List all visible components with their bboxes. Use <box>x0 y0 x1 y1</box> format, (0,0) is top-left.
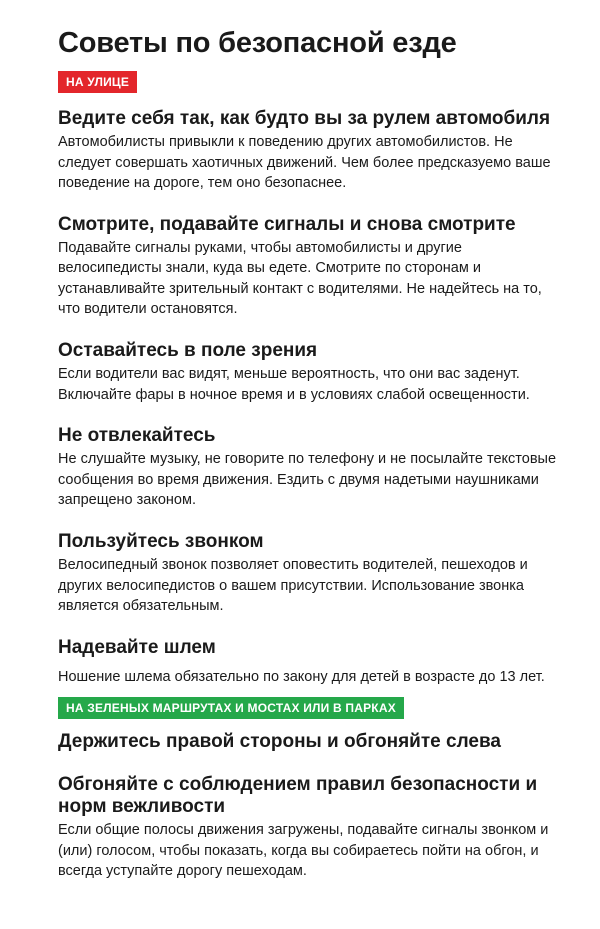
section-green-routes <box>58 697 560 881</box>
page-title: Советы по безопасной езде <box>58 27 457 59</box>
tip-drive-like-car <box>58 108 560 194</box>
tip-wear-helmet <box>58 637 560 688</box>
tip-title: Обгоняйте с соблюдением правил безопасности и норм вежливости <box>58 773 538 817</box>
section-badge-green-routes: НА ЗЕЛЕНЫХ МАРШРУТАХ И МОСТАХ ИЛИ В ПАРКАХ <box>58 697 404 719</box>
tip-title: Оставайтесь в поле зрения <box>58 339 318 361</box>
tip-overtake-safely <box>58 774 560 882</box>
tip-title: Пользуйтесь звонком <box>58 530 264 552</box>
section-street <box>58 71 560 688</box>
tip-no-distractions <box>58 425 560 511</box>
section-badge-street: НА УЛИЦЕ <box>58 71 137 93</box>
tip-title: Не отвлекайтесь <box>58 425 216 447</box>
tip-title: Держитесь правой стороны и обгоняйте слева <box>58 731 501 753</box>
tip-keep-right <box>58 731 560 753</box>
tip-body: Если водители вас видят, меньше вероятность, что они вас заденут. Включайте фары в ночное время и в условиях слабой освещенности. <box>58 366 530 403</box>
tip-use-bell <box>58 531 560 617</box>
tip-title: Надевайте шлем <box>58 636 216 658</box>
tip-body: Если общие полосы движения загружены, подавайте сигналы звонком и (или) голосом, чтобы показать, когда вы собираетесь пойти на обгон, и всегда уступайте дорогу пешеходам. <box>58 822 549 880</box>
tip-body: Ношение шлема обязательно по закону для детей в возрасте до 13 лет. <box>58 668 545 685</box>
tip-title: Ведите себя так, как будто вы за рулем автомобиля <box>58 107 551 129</box>
tip-body: Автомобилисты привыкли к поведению других автомобилистов. Не следует совершать хаотичных движений. Чем более предсказуемо ваше поведение на дороге, тем оно безопаснее. <box>58 134 551 192</box>
tip-stay-visible <box>58 340 560 405</box>
tip-body: Не слушайте музыку, не говорите по телефону и не посылайте текстовые сообщения во время движения. Ездить с двумя надетыми наушниками запрещено законом. <box>58 451 557 509</box>
tip-title: Смотрите, подавайте сигналы и снова смотрите <box>58 213 516 235</box>
tip-body: Подавайте сигналы руками, чтобы автомобилисты и другие велосипедисты знали, куда вы едете. Смотрите по сторонам и устанавливайте зрительный контакт с водителями. Не надейтесь на то, что водители остановятся. <box>58 239 542 318</box>
tip-look-signal-look <box>58 214 560 320</box>
tip-body: Велосипедный звонок позволяет оповестить водителей, пешеходов и других велосипедистов о вашем присутствии. Использование звонка является обязательным. <box>58 557 528 615</box>
